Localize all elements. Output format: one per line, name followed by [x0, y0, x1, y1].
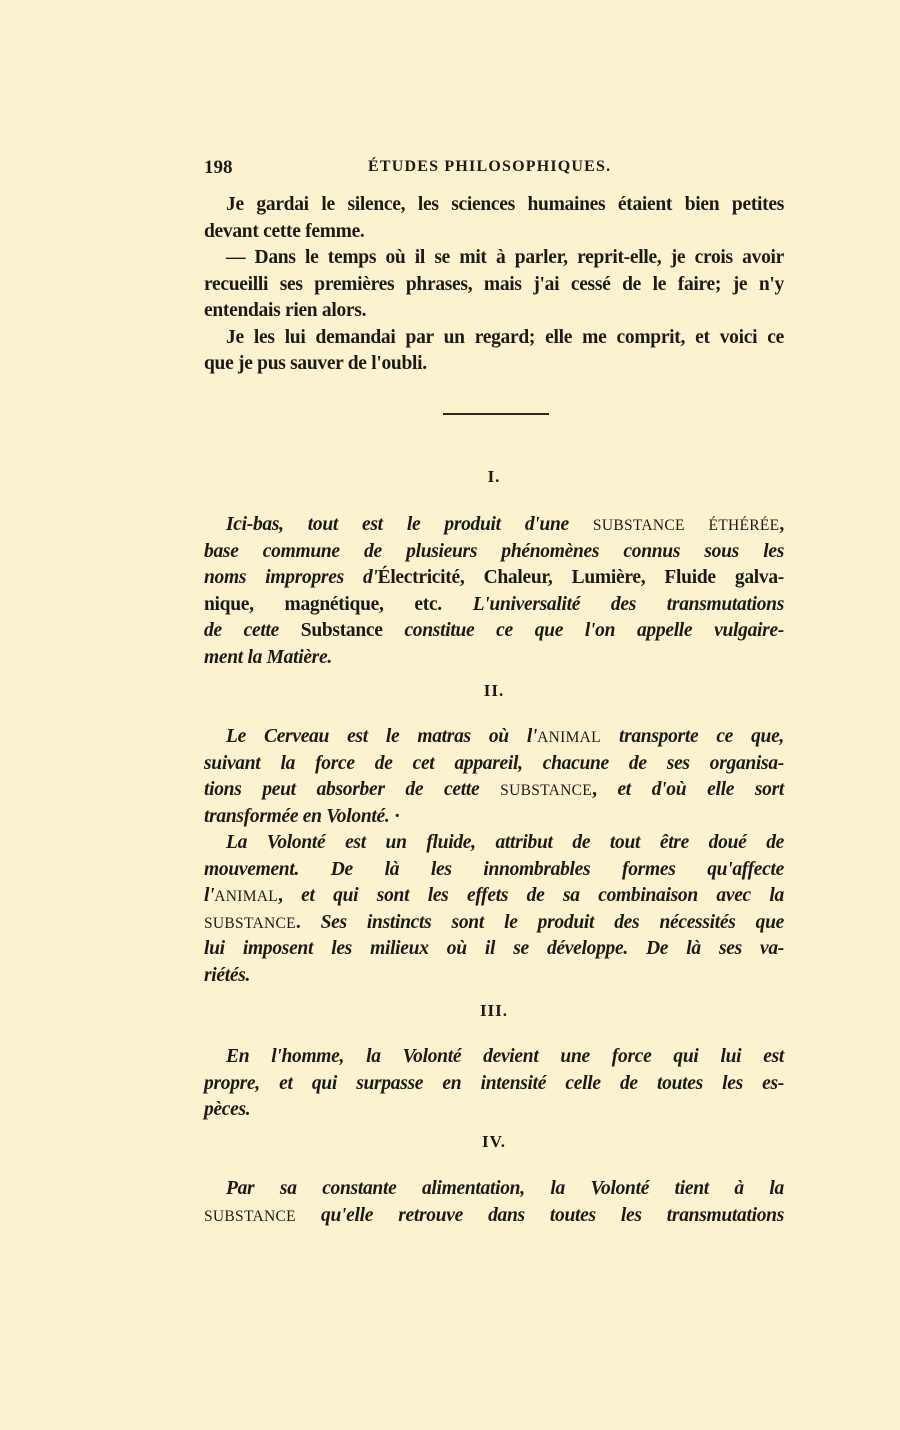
section-body — [204, 1044, 784, 1124]
italic-text: qu'elle retrouve dans toutes les transmutations — [295, 1204, 784, 1226]
italic-text: base commune de plusieurs phénomènes connus sous les — [204, 540, 784, 562]
text-line — [204, 1071, 784, 1098]
text-line — [204, 936, 784, 963]
paragraph — [204, 325, 784, 378]
text-line — [204, 1097, 784, 1124]
roman-text: — Dans le temps où il se mit à parler, reprit-elle, je crois avoir — [226, 247, 784, 268]
text-line — [204, 910, 784, 937]
text-line — [204, 963, 784, 990]
italic-text: Le Cerveau est le matras où l' — [226, 726, 538, 747]
running-header — [204, 157, 784, 183]
roman-text: Je les lui demandai par un regard; elle me comprit, et voici ce — [226, 326, 784, 348]
italic-text: tions peut absorber de cette — [204, 779, 501, 800]
roman-text: Électricité, Chaleur, Lumière, Fluide galva- — [377, 567, 784, 588]
small-caps-text: SUBSTANCE — [500, 782, 593, 799]
italic-text: l' — [204, 885, 215, 906]
text-line — [204, 565, 784, 592]
italic-text: suivant la force de cet appareil, chacune de ses organisa- — [204, 752, 784, 774]
section-body — [204, 512, 784, 671]
roman-text: recueilli ses premières phrases, mais j'ai cessé de le faire; je n'y — [204, 273, 784, 295]
paragraph — [204, 512, 784, 671]
page-number: 198 — [204, 157, 233, 178]
text-line — [204, 883, 784, 910]
paragraph — [204, 1176, 784, 1229]
italic-text: En l'homme, la Volonté devient une force qui lui est — [226, 1046, 784, 1067]
italic-text: Par sa constante alimentation, la Volonté tient à la — [226, 1178, 784, 1199]
italic-text: lui imposent les milieux où il se développe. De là ses va- — [204, 938, 784, 959]
roman-text: entendais rien alors. — [204, 300, 367, 321]
italic-text: Ici-bas, tout est le produit d'une — [226, 514, 593, 535]
paragraph — [204, 245, 784, 325]
section-numeral: IV. — [482, 1132, 506, 1151]
italic-text: de cette — [204, 620, 301, 641]
text-line — [204, 245, 784, 272]
text-line — [204, 325, 784, 352]
text-line — [204, 857, 784, 884]
italic-text: transformée en Volonté. — [204, 805, 390, 827]
italic-text: pèces. — [204, 1099, 251, 1120]
section-body — [204, 1176, 784, 1229]
small-caps-text: SUBSTANCE ÉTHÉRÉE — [592, 517, 780, 534]
text-line — [204, 512, 784, 539]
text-line — [204, 1176, 784, 1203]
roman-text: , — [278, 885, 302, 906]
text-line — [204, 804, 784, 831]
text-line — [204, 592, 784, 619]
text-line — [204, 645, 784, 672]
paragraph — [204, 724, 784, 830]
section-numeral: III. — [479, 1001, 509, 1020]
small-caps-text: ANIMAL — [214, 888, 279, 905]
section-divider — [443, 413, 549, 415]
roman-text: Je gardai le silence, les sciences humaines étaient bien petites — [226, 194, 784, 215]
roman-text: · — [389, 805, 401, 827]
roman-text: . — [295, 911, 321, 933]
roman-text: nique, magnétique, etc. — [204, 593, 473, 615]
italic-text: mouvement. De là les innombrables formes qu'affecte — [204, 858, 784, 880]
text-line — [204, 618, 784, 645]
text-line — [204, 351, 784, 378]
text-line — [204, 1203, 784, 1230]
italic-text: L'universalité des transmutations — [472, 593, 784, 615]
roman-text: , — [779, 514, 784, 535]
small-caps-text: ANIMAL — [537, 729, 601, 746]
roman-text: que je pus sauver de l'oubli. — [204, 353, 427, 374]
text-line — [204, 219, 784, 246]
paragraph — [204, 830, 784, 989]
text-line — [204, 777, 784, 804]
text-line — [204, 298, 784, 325]
italic-text: constitue ce que l'on appelle vulgaire- — [404, 620, 784, 641]
intro-text — [204, 192, 784, 378]
paragraph — [204, 1044, 784, 1124]
text-line — [204, 1044, 784, 1071]
italic-text: Ses instincts sont le produit des nécessités que — [320, 911, 784, 933]
text-line — [204, 192, 784, 219]
roman-text: devant cette femme. — [204, 220, 365, 242]
italic-text: et qui sont les effets de sa combinaison avec la — [301, 885, 785, 906]
text-line — [204, 751, 784, 778]
small-caps-text: SUBSTANCE — [204, 914, 296, 932]
italic-text: La Volonté est un fluide, attribut de tout être doué de — [226, 832, 784, 853]
italic-text: noms impropres d' — [204, 567, 378, 588]
roman-text: Substance — [300, 620, 405, 641]
section-body — [204, 724, 784, 989]
section-numeral: I. — [487, 467, 501, 486]
small-caps-text: SUBSTANCE — [204, 1207, 296, 1225]
italic-text: transporte ce que, — [600, 726, 784, 747]
text-line — [204, 724, 784, 751]
text-line — [204, 272, 784, 299]
italic-text: ment la Matière. — [204, 646, 332, 668]
running-title: ÉTUDES PHILOSOPHIQUES. — [368, 158, 612, 175]
text-line — [204, 830, 784, 857]
roman-text: , — [592, 779, 618, 800]
italic-text: propre, et qui surpasse en intensité celle de toutes les es- — [204, 1072, 784, 1094]
text-line — [204, 539, 784, 566]
italic-text: riétés. — [204, 964, 251, 986]
paragraph — [204, 192, 784, 245]
section-numeral: II. — [483, 681, 505, 700]
italic-text: et d'où elle sort — [617, 779, 784, 800]
